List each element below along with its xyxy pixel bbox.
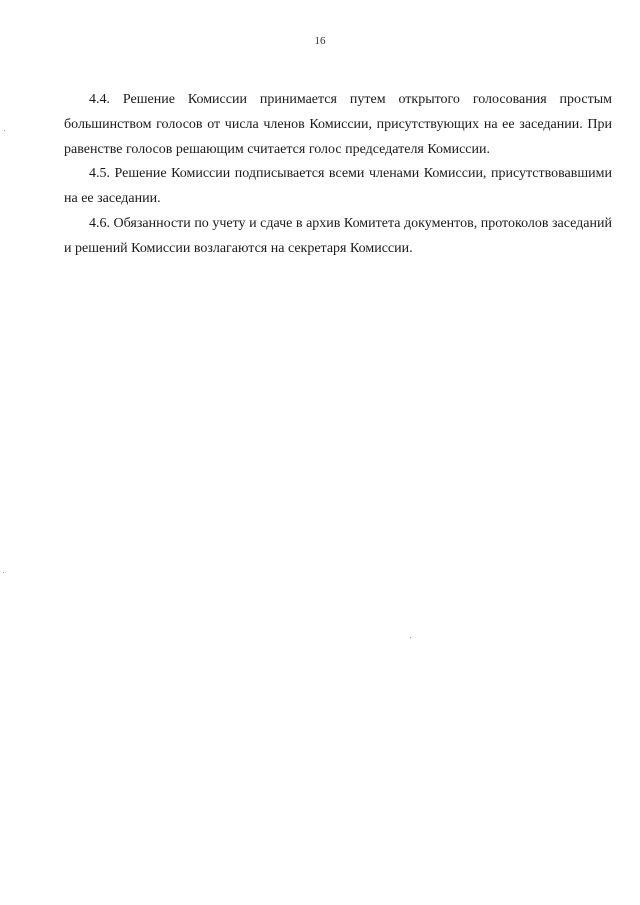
paragraph-label: 4.4. xyxy=(89,92,110,107)
paragraph-label: 4.6. xyxy=(89,215,110,231)
paragraph-text: Решение Комиссии подписывается всеми членами Комиссии, присутствовавшими на ее заседании. xyxy=(64,166,612,207)
page-number: 16 xyxy=(314,35,326,47)
document-body xyxy=(64,88,612,262)
scan-speck xyxy=(410,637,411,638)
paragraph-text: Решение Комиссии принимается путем открытого голосования простым большинством голосов от числа членов Комиссии, присутствующих на ее заседании. При равенстве голосов решающим считается голос председателя Комиссии. xyxy=(64,92,612,157)
paragraph-4-4 xyxy=(64,88,612,162)
paragraph-text: Обязанности по учету и сдаче в архив Комитета документов, протоколов заседаний и решений Комиссии возлагаются на секретаря Комиссии. xyxy=(64,215,612,256)
paragraph-label: 4.5. xyxy=(89,166,110,182)
scan-speck xyxy=(4,130,5,131)
paragraph-4-6 xyxy=(64,212,612,262)
scan-speck xyxy=(3,572,4,573)
paragraph-4-5 xyxy=(64,162,612,212)
